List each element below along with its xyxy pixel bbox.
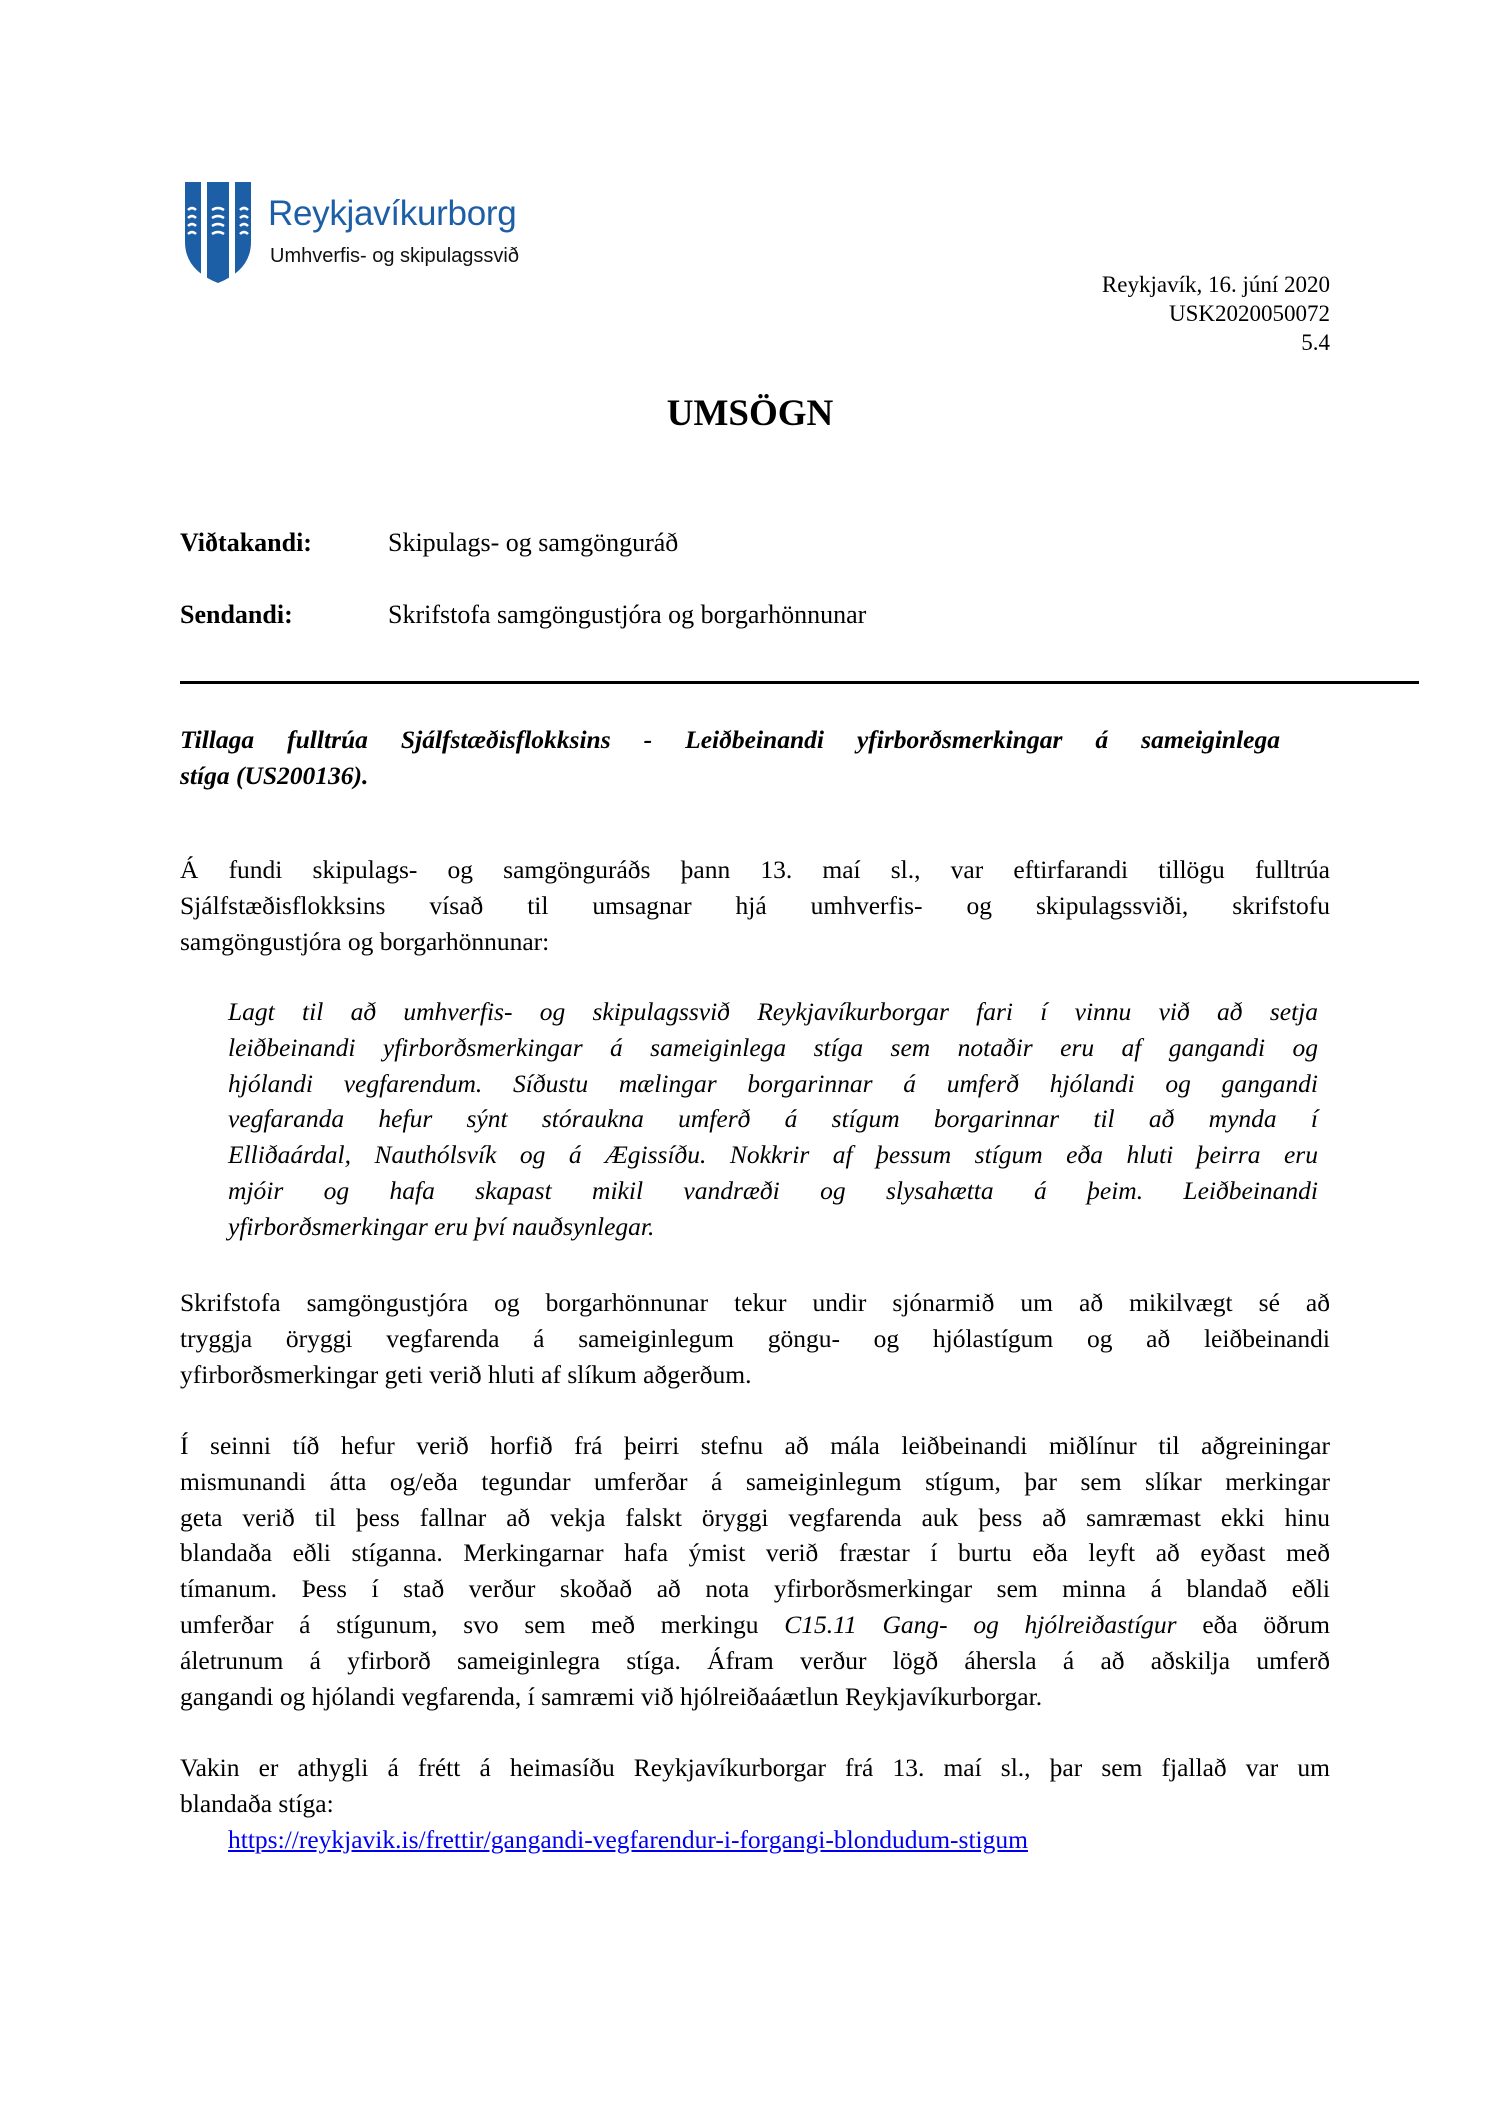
- text-line: mjóir og hafa skapast mikil vandræði og slysahætta á þeim. Leiðbeinandi: [228, 1175, 1318, 1205]
- text-line: blandaða stíga:: [180, 1788, 334, 1818]
- recipient-label: Viðtakandi:: [180, 528, 312, 557]
- text-line: Tillaga fulltrúa Sjálfstæðisflokksins - Leiðbeinandi yfirborðsmerkingar á sameiginlega: [180, 725, 1280, 754]
- text-line: Sjálfstæðisflokksins vísað til umsagnar hjá umhverfis- og skipulagssviði, skrifstofu: [180, 890, 1330, 920]
- text-line: [180, 1607, 1330, 1643]
- document-title: UMSÖGN: [666, 393, 834, 434]
- news-link[interactable]: https://reykjavik.is/frettir/gangandi-vegfarendur-i-forgangi-blondudum-stigum: [228, 1824, 1028, 1854]
- date: Reykjavík, 16. júní 2020: [1101, 272, 1330, 297]
- divider: [180, 681, 1419, 684]
- agenda-item: 5.4: [1301, 330, 1330, 355]
- department-name: Umhverfis- og skipulagssvið: [270, 245, 519, 267]
- sign-reference: C15.11 Gang- og hjólreiðastígur: [784, 1609, 1177, 1639]
- text-line: mismunandi átta og/eða tegundar umferðar á sameiginlegum stígum, þar sem slíkar merkingar: [180, 1466, 1330, 1496]
- document-meta: [1102, 270, 1330, 357]
- text-line: Lagt til að umhverfis- og skipulagssvið Reykjavíkurborgar fari í vinnu við að setja: [228, 997, 1318, 1026]
- text-line: Í seinni tíð hefur verið horfið frá þeirri stefnu að mála leiðbeinandi miðlínur til aðgreiningar: [180, 1431, 1330, 1460]
- sender-value: Skrifstofa samgöngustjóra og borgarhönnunar: [388, 600, 867, 629]
- text-line: blandaða eðli stíganna. Merkingarnar hafa ýmist verið fræstar í burtu eða leyft að eyðast með: [180, 1538, 1330, 1568]
- text-line: Vakin er athygli á frétt á heimasíðu Reykjavíkurborgar frá 13. maí sl., þar sem fjallað var um: [180, 1753, 1330, 1782]
- paragraph-news: [180, 1750, 1330, 1857]
- text-line: yfirborðsmerkingar eru því nauðsynlegar.: [228, 1211, 655, 1241]
- subject-heading: [180, 722, 1280, 794]
- paragraph-response: [180, 1285, 1330, 1392]
- text-line: samgöngustjóra og borgarhönnunar:: [180, 926, 550, 956]
- recipient-value: Skipulags- og samgönguráð: [388, 528, 679, 557]
- text: eða öðrum: [1176, 1609, 1331, 1639]
- text-line: leiðbeinandi yfirborðsmerkingar á sameiginlega stíga sem notaðir eru af gangandi og: [228, 1032, 1318, 1062]
- text-line: gangandi og hjólandi vegfarenda, í samræmi við hjólreiðaáætlun Reykjavíkurborgar.: [180, 1681, 1043, 1711]
- text: umferðar á stígunum, svo sem með merkingu: [180, 1609, 785, 1639]
- paragraph-intro: [180, 852, 1330, 959]
- text-line: tryggja öryggi vegfarenda á sameiginlegum göngu- og hjólastígum og að leiðbeinandi: [180, 1323, 1330, 1353]
- reykjavik-coat-of-arms-logo: [183, 180, 253, 284]
- text-line: tímanum. Þess í stað verður skoðað að nota yfirborðsmerkingar sem minna á blandað eðli: [180, 1574, 1330, 1604]
- paragraph-markings: [180, 1428, 1330, 1714]
- sender-label: Sendandi:: [180, 600, 293, 629]
- case-number: USK2020050072: [1168, 301, 1330, 326]
- text-line: vegfaranda hefur sýnt stóraukna umferð á stígum borgarinnar til að mynda í: [228, 1104, 1318, 1134]
- text-line: Skrifstofa samgöngustjóra og borgarhönnunar tekur undir sjónarmið um að mikilvægt sé að: [180, 1288, 1330, 1317]
- text-line: hjólandi vegfarendum. Síðustu mælingar borgarinnar á umferð hjólandi og gangandi: [228, 1068, 1318, 1098]
- text-line: geta verið til þess fallnar að vekja falskt öryggi vegfarenda auk þess að samræmast ekki hinu: [180, 1502, 1330, 1532]
- text-line: yfirborðsmerkingar geti verið hluti af slíkum aðgerðum.: [180, 1359, 752, 1389]
- organization-name: Reykjavíkurborg: [268, 194, 517, 233]
- text-line: áletrunum á yfirborð sameiginlegra stíga. Áfram verður lögð áhersla á að aðskilja umferð: [180, 1645, 1330, 1675]
- text-line: Elliðaárdal, Nauthólsvík og á Ægissíðu. Nokkrir af þessum stígum eða hluti þeirra eru: [228, 1140, 1318, 1170]
- quoted-proposal: [228, 994, 1318, 1245]
- text-line: Á fundi skipulags- og samgönguráðs þann 13. maí sl., var eftirfarandi tillögu fulltrúa: [180, 855, 1330, 884]
- text-line: stíga (US200136).: [180, 760, 369, 790]
